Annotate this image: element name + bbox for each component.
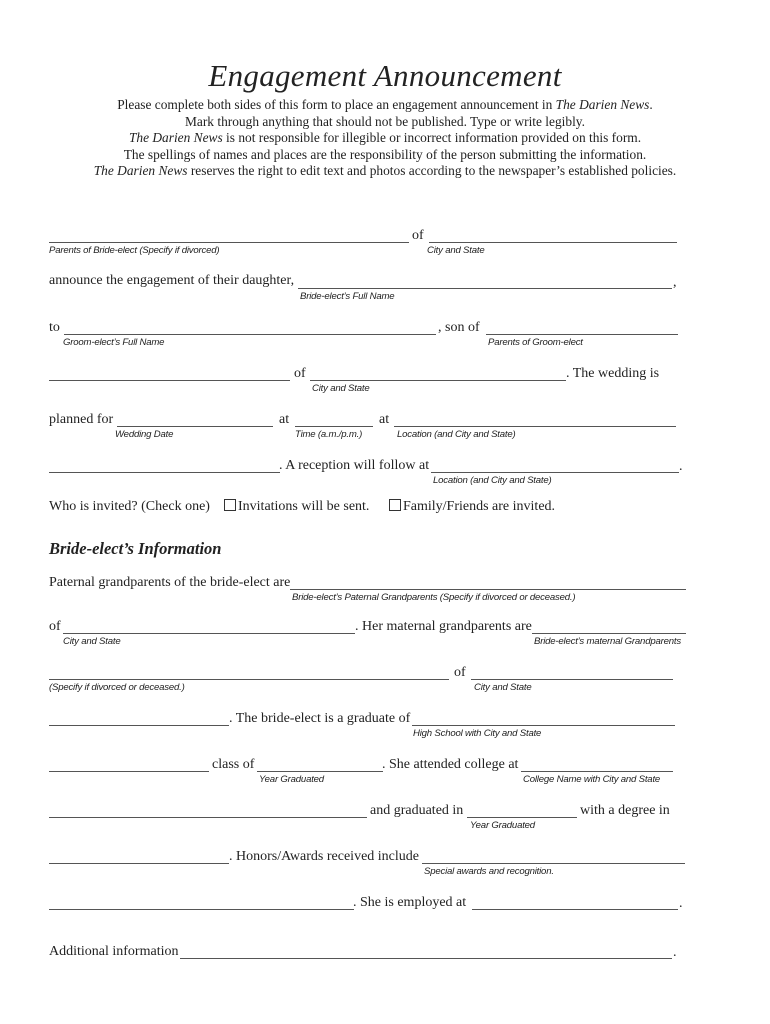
invitations-checkbox[interactable] — [224, 499, 236, 511]
invitations-option[interactable] — [224, 499, 369, 515]
option-label: Family/Friends are invited. — [403, 499, 556, 514]
newspaper-name: The Darien News — [128, 130, 223, 146]
groom-parents-city-field[interactable] — [49, 380, 290, 381]
instruction-text: reserves the right to edit text and photos according to the newspaper’s established policies. — [187, 163, 677, 179]
wedding-location-field[interactable] — [394, 426, 676, 427]
who-invited-label: Who is invited? (Check one) — [49, 499, 210, 514]
college-field[interactable] — [521, 771, 673, 772]
of-label: of — [294, 366, 306, 381]
period: . — [679, 896, 683, 911]
bride-full-name-field[interactable] — [298, 288, 672, 289]
of-label: of — [454, 665, 466, 680]
caption: Wedding Date — [115, 429, 174, 440]
of-label: of — [49, 619, 61, 634]
reception-label: . A reception will follow at — [279, 458, 430, 473]
wedding-is-label: . The wedding is — [566, 366, 660, 381]
groom-parents-field[interactable] — [486, 334, 678, 335]
wedding-date-field[interactable] — [117, 426, 273, 427]
family-friends-option[interactable] — [389, 499, 555, 515]
caption: City and State — [427, 245, 485, 256]
maternal-grandparents-field[interactable] — [532, 633, 686, 634]
planned-for-label: planned for — [49, 412, 114, 427]
newspaper-name: The Darien News — [93, 163, 188, 179]
caption: High School with City and State — [413, 728, 542, 739]
at-label: at — [379, 412, 390, 427]
paternal-city-state-field[interactable] — [63, 633, 355, 634]
form-instructions — [0, 97, 770, 180]
instruction-text: Please complete both sides of this form to place an engagement announcement in — [117, 97, 556, 112]
caption: College Name with City and State — [523, 774, 661, 785]
caption: Bride-elect’s Full Name — [300, 291, 395, 302]
employed-label: . She is employed at — [353, 895, 467, 910]
caption: City and State — [474, 682, 532, 693]
groom-city-state-field[interactable] — [310, 380, 566, 381]
degree-field[interactable] — [49, 863, 229, 864]
reception-location-field[interactable] — [431, 472, 679, 473]
caption: Parents of Groom-elect — [488, 337, 583, 348]
caption: Groom-elect’s Full Name — [63, 337, 165, 348]
paternal-label: Paternal grandparents of the bride-elect are — [49, 575, 291, 590]
caption: Bride-elect’s maternal Grandparents — [534, 636, 681, 647]
graduate-of-label: . The bride-elect is a graduate of — [229, 711, 411, 726]
son-of-label: , son of — [438, 320, 480, 335]
caption: City and State — [63, 636, 121, 647]
class-of-label: class of — [212, 757, 255, 772]
instruction-text: The spellings of names and places are the responsibility of the person submitting the information. — [123, 146, 647, 162]
family-friends-checkbox[interactable] — [389, 499, 401, 511]
at-label: at — [279, 412, 290, 427]
bride-name-field-2[interactable] — [49, 771, 209, 772]
to-label: to — [49, 320, 60, 335]
caption: Bride-elect’s Paternal Grandparents (Specify if divorced or deceased.) — [292, 592, 576, 603]
maternal-label: . Her maternal grandparents are — [355, 619, 532, 634]
caption: Parents of Bride-elect (Specify if divorced) — [49, 245, 220, 256]
graduated-in-label: and graduated in — [370, 803, 464, 818]
college-year-graduated-field[interactable] — [467, 817, 577, 818]
maternal-grandparents-detail-field[interactable] — [49, 679, 449, 680]
groom-full-name-field[interactable] — [64, 334, 436, 335]
caption: Time (a.m./p.m.) — [295, 429, 363, 440]
reception-time-field[interactable] — [49, 472, 280, 473]
with-degree-label: with a degree in — [580, 803, 670, 818]
comma: , — [673, 275, 677, 290]
wedding-time-field[interactable] — [295, 426, 373, 427]
instruction-text: . — [649, 97, 653, 112]
section-heading: Bride-elect’s Information — [49, 539, 222, 558]
paternal-grandparents-field[interactable] — [290, 589, 686, 590]
of-label: of — [412, 228, 424, 243]
period: . — [679, 459, 683, 474]
additional-info-label: Additional information — [49, 944, 179, 959]
caption: Year Graduated — [470, 820, 535, 831]
caption: Year Graduated — [259, 774, 324, 785]
instruction-text: is not responsible for illegible or incorrect information provided on this form. — [222, 130, 642, 146]
period: . — [673, 945, 677, 960]
instruction-text: Mark through anything that should not be published. Type or write legibly. — [185, 113, 585, 129]
awards-detail-field[interactable] — [49, 909, 354, 910]
honors-awards-field[interactable] — [422, 863, 685, 864]
additional-info-field[interactable] — [180, 958, 672, 959]
maternal-city-state-field[interactable] — [471, 679, 673, 680]
college-detail-field[interactable] — [49, 817, 367, 818]
attended-college-label: . She attended college at — [382, 757, 519, 772]
bride-parents-city-state-field[interactable] — [429, 242, 677, 243]
high-school-field[interactable] — [412, 725, 675, 726]
caption: Location (and City and State) — [397, 429, 516, 440]
announce-label: announce the engagement of their daughter, — [49, 273, 295, 288]
newspaper-name: The Darien News — [555, 97, 650, 112]
caption: City and State — [312, 383, 370, 394]
form-title: Engagement Announcement — [208, 58, 562, 93]
option-label: Invitations will be sent. — [238, 499, 370, 514]
hs-year-graduated-field[interactable] — [257, 771, 383, 772]
parents-of-bride-field[interactable] — [49, 242, 409, 243]
caption: (Specify if divorced or deceased.) — [49, 682, 185, 693]
caption: Special awards and recognition. — [424, 866, 554, 877]
honors-label: . Honors/Awards received include — [229, 849, 419, 864]
bride-name-field[interactable] — [49, 725, 229, 726]
caption: Location (and City and State) — [433, 475, 552, 486]
employer-field[interactable] — [472, 909, 678, 910]
